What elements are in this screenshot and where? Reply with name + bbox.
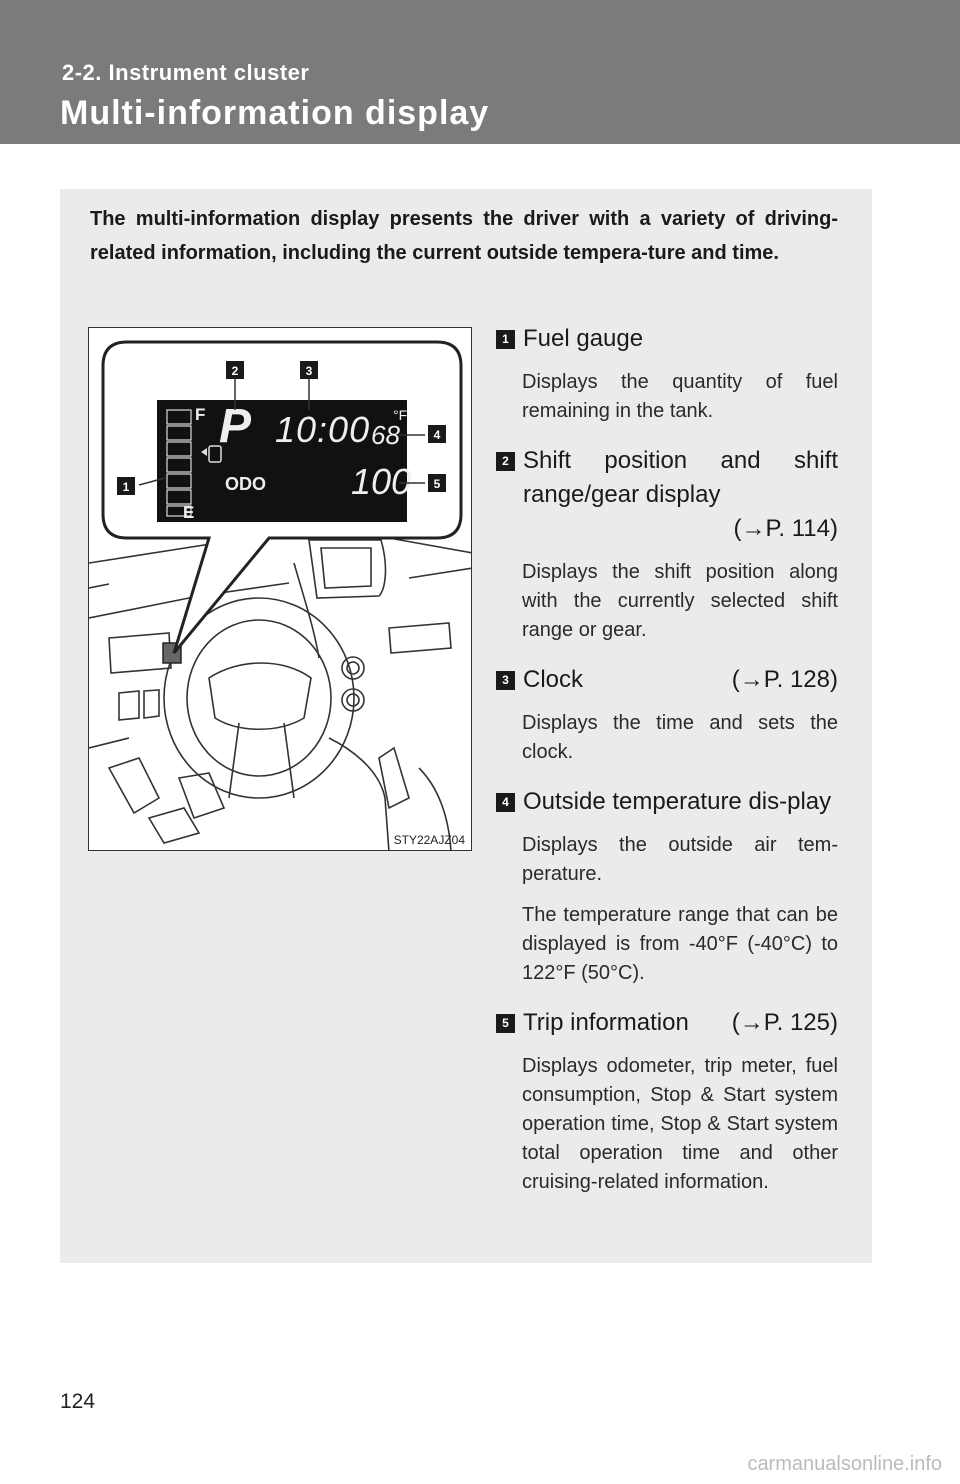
page-title: Multi-information display xyxy=(60,94,490,132)
page-reference-link[interactable]: (→P. 128) xyxy=(731,666,838,693)
item-description-text: Displays odometer, trip meter, fuel consumption, Stop & Start system operation time, Stop & Start system total operation time and other cruising-related information. xyxy=(522,1055,838,1193)
svg-text:2: 2 xyxy=(231,364,239,378)
item-heading-row xyxy=(523,1006,838,1040)
shift-position-readout: P xyxy=(219,400,252,453)
item-number-badge: 2 xyxy=(496,452,515,471)
item-heading-row xyxy=(523,663,838,697)
watermark: carmanualsonline.info xyxy=(747,1453,942,1475)
svg-text:1: 1 xyxy=(122,480,130,494)
odo-readout: 100 xyxy=(351,461,412,502)
svg-text:5: 5 xyxy=(433,477,441,491)
section-label: 2-2. Instrument cluster xyxy=(62,60,310,85)
svg-text:3: 3 xyxy=(305,364,313,378)
item-description xyxy=(496,368,838,426)
figure-code: STY22AJZ04 xyxy=(393,833,465,847)
svg-text:4: 4 xyxy=(433,428,441,442)
item-description xyxy=(496,709,838,767)
page-header xyxy=(0,0,960,144)
item-heading xyxy=(496,444,838,546)
item-list xyxy=(496,322,838,1215)
list-item xyxy=(496,1006,838,1197)
temp-unit-label: °F xyxy=(393,407,408,423)
item-description xyxy=(496,1052,838,1197)
item-title: Fuel gauge xyxy=(523,325,644,352)
item-number-badge: 1 xyxy=(496,330,515,349)
item-description-text: The temperature range that can be displayed is from -40°F (-40°C) to 122°F (50°C). xyxy=(522,904,838,984)
page-number: 124 xyxy=(60,1390,96,1413)
callout-3 xyxy=(300,361,318,379)
callout-5 xyxy=(428,474,446,492)
instrument-figure xyxy=(88,327,472,851)
item-title: Trip information xyxy=(523,1009,689,1036)
intro-paragraph: The multi-information display presents the driver with a variety of driving-related information, including the current outside tempera-ture and time. xyxy=(90,208,838,264)
item-number-badge: 3 xyxy=(496,671,515,690)
item-number-badge: 5 xyxy=(496,1014,515,1033)
list-item xyxy=(496,322,838,426)
callout-2 xyxy=(226,361,244,379)
item-description xyxy=(496,558,838,645)
fuel-full-label: F xyxy=(195,405,206,424)
item-heading xyxy=(496,322,838,356)
item-heading xyxy=(496,785,838,819)
item-description-text: Displays the time and sets the clock. xyxy=(522,712,838,763)
list-item xyxy=(496,663,838,767)
item-title: Shift position and shift range/gear display xyxy=(523,447,838,508)
odo-label: ODO xyxy=(225,474,267,494)
item-description-text: Displays the quantity of fuel remaining in the tank. xyxy=(522,371,838,422)
item-number-badge: 4 xyxy=(496,793,515,812)
item-description-text: Displays the shift position along with the currently selected shift range or gear. xyxy=(522,561,838,641)
item-heading xyxy=(496,663,838,697)
list-item xyxy=(496,785,838,988)
dashboard-lineart xyxy=(89,538,472,851)
page-reference-link[interactable]: (→P. 125) xyxy=(731,1009,838,1036)
clock-readout: 10:00 xyxy=(275,409,371,450)
item-title: Clock xyxy=(523,666,584,693)
item-heading xyxy=(496,1006,838,1040)
list-item xyxy=(496,444,838,645)
item-title: Outside temperature dis-play xyxy=(523,788,832,815)
page-reference-link[interactable]: (→P. 114) xyxy=(733,515,838,542)
item-description-text: Displays the outside air tem-perature. xyxy=(522,834,838,885)
dashboard-illustration xyxy=(89,328,472,851)
item-description xyxy=(496,831,838,988)
callout-1 xyxy=(117,477,135,495)
fuel-empty-label: E xyxy=(183,503,195,522)
callout-4 xyxy=(428,425,446,443)
temp-readout: 68 xyxy=(371,420,400,450)
